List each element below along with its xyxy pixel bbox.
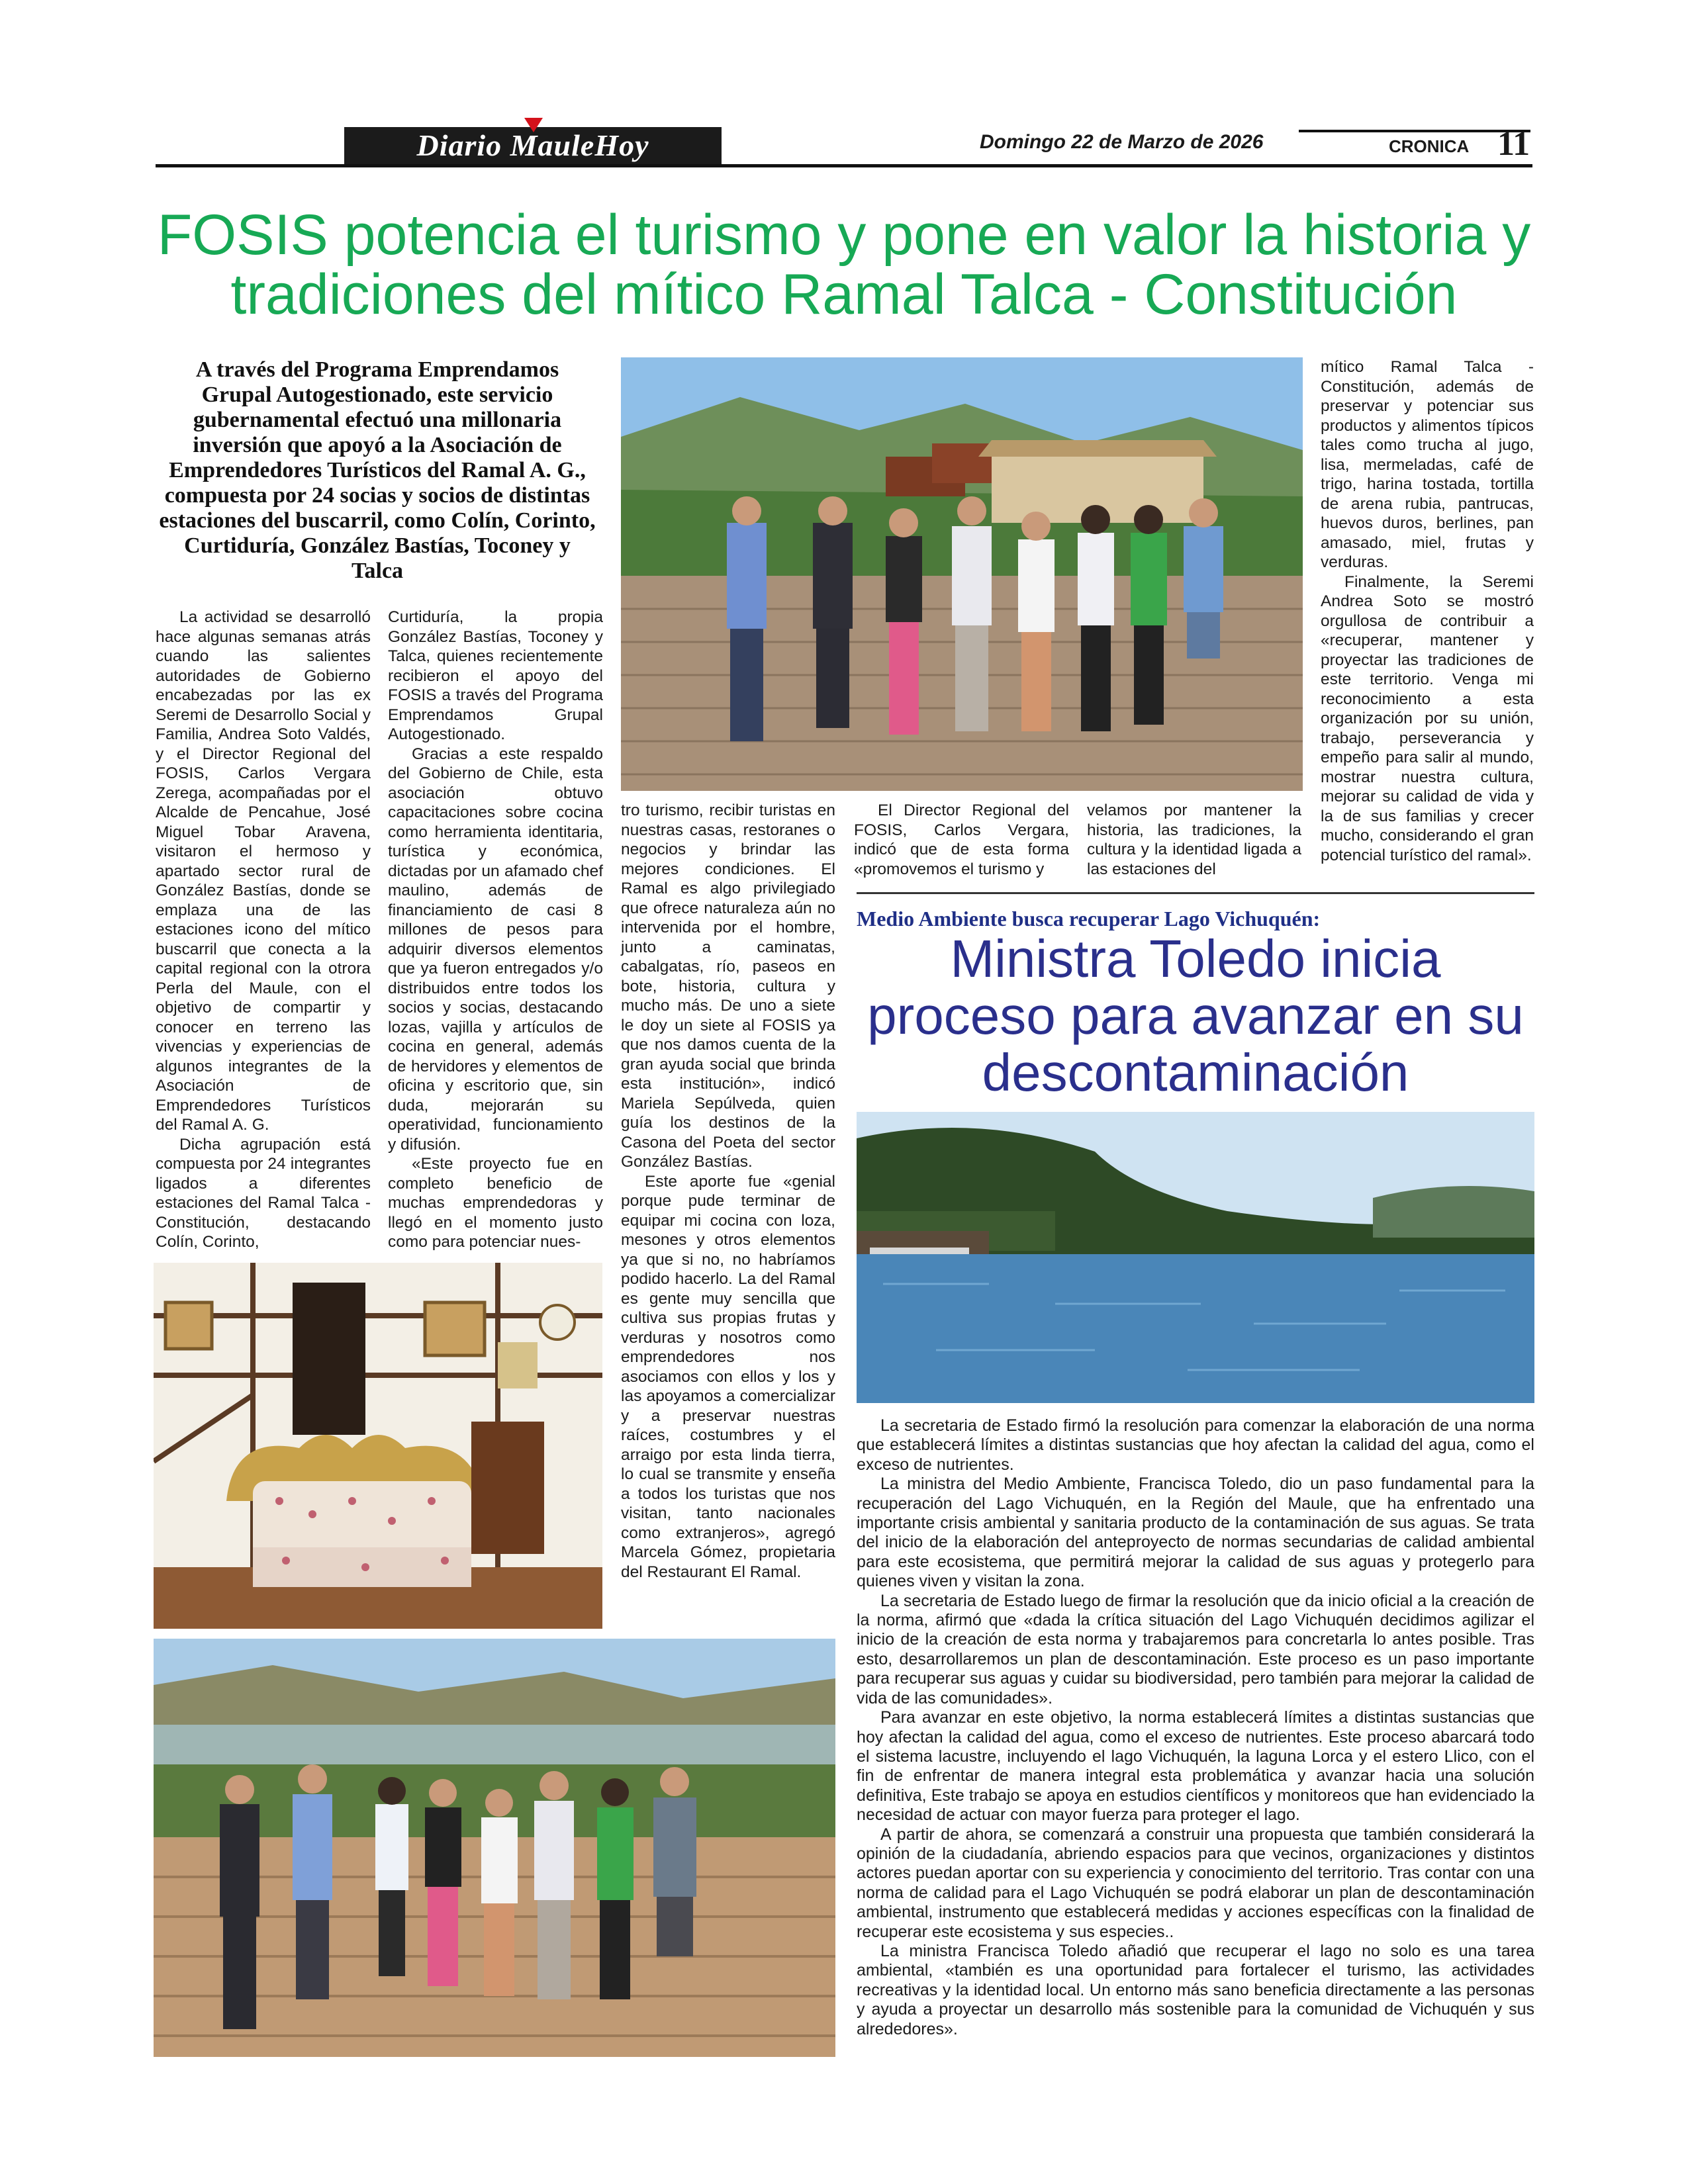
paragraph: mítico Ramal Talca - Constitución, además de preservar y potenciar sus productos y alimentos típicos tales como trucha al jugo, lisa, mermeladas, café de trigo, harina tostada, tortilla de arena rubia, pantrucas, huevos duros, berlines, pan amasado, miel, frutas y verduras. xyxy=(1321,358,1534,571)
paragraph: Dicha agrupación está compuesta por 24 integrantes ligados a diferentes estaciones del Ramal Talca - Constitución, destacando Colín, Corinto, xyxy=(156,1135,371,1251)
article1-column-2 xyxy=(388,608,603,1252)
article2-headline: Ministra Toledo inicia proceso para avanzar en su descontaminación xyxy=(867,929,1524,1102)
logo-text: Diario MauleHoy xyxy=(416,128,649,162)
paragraph: Este aporte fue «genial porque pude terminar de equipar mi cocina con loza, mesones y otros elementos ya que si no, no habríamos podido hacerlo. La del Ramal es gente muy sencilla que cultiva sus propias frutas y verduras y nosotros como emprendedores nos asociamos con ellos y los y las apoyamos a comercializar y a preservar nuestras raíces, costumbres y el arraigo por esta linda tierra, lo cual se transmite y enseña a todos los turistas que nos visitan, tanto nacionales como extranjeros», agregó Marcela Gómez, propietaria del Restaurant El Ramal. xyxy=(621,1172,835,1581)
header-rule-right xyxy=(1299,130,1530,132)
photo-lago-vichuquen xyxy=(857,1112,1534,1403)
paragraph: La ministra del Medio Ambiente, Francisca Toledo, dio un paso fundamental para la recuperación del Lago Vichuquén, en la Región del Maule, que ha enfrentado una importante crisis ambiental y sanitaria producto de la contaminación de sus aguas. Se trata del inicio de la elaboración del anteproyecto de normas secundarias de calidad ambiental para este ecosistema, que permitirá mejorar la calidad de sus aguas y protegerlo para quienes viven y visitan la zona. xyxy=(857,1475,1534,1591)
paragraph: Finalmente, la Seremi Andrea Soto se mostró orgullosa de contribuir a «recuperar, mantener y proyectar las tradiciones de este territorio. Venga mi reconocimiento a esta organización por su unión, trabajo, perseverancia y empeño para salir al mundo, mostrar nuestra cultura, mejorar su calidad de vida y la de sus familias y crecer mucho, considerando el gran potencial turístico del ramal». xyxy=(1321,572,1534,864)
article1-column-1 xyxy=(156,608,371,1252)
paragraph: tro turismo, recibir turistas en nuestras casas, restoranes o negocios y brindar las mejores condiciones. El Ramal es algo privilegiado que ofrece naturaleza aún no intervenida por el hombre, junto a caminatas, cabalgatas, río, paseos en bote, historia, cultura y mucho más. De uno a siete le doy un siete al FOSIS ya que nos damos cuenta de la gran ayuda social que brinda esta institución», indicó Mariela Sepúlveda, quien guía los destinos de la Casona del Poeta del sector González Bastías. xyxy=(621,801,835,1171)
header-rule xyxy=(156,164,1532,167)
photo-group-station xyxy=(621,357,1303,791)
logo-accent-icon xyxy=(524,118,543,132)
article-divider xyxy=(857,892,1534,894)
paragraph: La secretaria de Estado luego de firmar la resolución que da inicio oficial a la creación de la norma, afirmó que «dada la crítica situación del Lago Vichuquén decidimos agilizar el inicio de la creación de esta norma y trabajaremos para concretarla lo antes posible. Tras esto, desarrollaremos un plan de descontaminación. Este proceso es un paso importante para recuperar sus aguas y cuidar su biodiversidad, pero también para mejorar la calidad de vida de las comunidades». xyxy=(857,1591,1534,1707)
paragraph: Para avanzar en este objetivo, la norma establecerá límites a distintas sustancias que hoy afectan la calidad del agua, como el exceso de nutrientes. Este proceso abarcará todo el sistema lacustre, incluyendo el lago Vichuquén, la laguna Lorca y el estero Llico, con el fin de enfrentar de manera integral esta problemática y avanzar hacia una solución definitiva, Este trabajo se apoya en estudios científicos y monitoreos que han evidenciado la necesidad de actuar con mayor fuerza para proteger el lago. xyxy=(857,1708,1534,1825)
page-number: 11 xyxy=(1497,125,1530,163)
article1-column-3 xyxy=(621,801,835,1582)
paragraph: La secretaria de Estado firmó la resolución para comenzar la elaboración de una norma que establecerá límites a distintas sustancias que hoy afectan la calidad del agua, como el exceso de nutrientes. xyxy=(857,1416,1534,1474)
paragraph: A partir de ahora, se comenzará a construir una propuesta que también considerará la opinión de la ciudadanía, abriendo espacios para que vecinos, organizaciones y distintos actores puedan aportar con su experiencia y conocimiento del territorio. Tras contar con una norma de calidad para el Lago Vichuquén se podrá elaborar un plan de descontaminación ambiental, instrumento que establecerá medidas y acciones específicas con la finalidad de recuperar este ecosistema y sus especies.. xyxy=(857,1825,1534,1941)
article1-column-5 xyxy=(1087,801,1301,879)
paragraph: La ministra Francisca Toledo añadió que recuperar el lago no solo es una tarea ambiental, «también es una oportunidad para fortalecer el turismo, las actividades recreativas y la identidad local. Un entorno más sano beneficia directamente a las personas y ayuda a proyectar un desarrollo más sostenible para la comunidad de Vichuquén y sus alrededores». xyxy=(857,1941,1534,2038)
paragraph: Gracias a este respaldo del Gobierno de Chile, esta asociación obtuvo capacitaciones sobre cocina como herramienta identitaria, turística y económica, dictadas por un afamado chef maulino, además de financiamiento de casi 8 millones de pesos para adquirir diversos elementos que ya fueron entregados y/o distribuidos entre todos los socios y socias, destacando lozas, vajilla y artículos de cocina en general, además de hervidores y elementos de oficina y escritorio que, sin duda, mejorarán su operatividad, funcionamiento y difusión. xyxy=(388,745,603,1154)
paragraph: La actividad se desarrolló hace algunas semanas atrás cuando las salientes autoridades de Gobierno encabezadas por las ex Seremi de Desarrollo Social y Familia, Andrea Soto Valdés, y el Director Regional del FOSIS, Carlos Vergara Zerega, acompañadas por el Alcalde de Pencahue, José Miguel Tobar Aravena, visitaron el hermoso y apartado sector rural de González Bastías, donde se emplaza una de las estaciones icono del mítico buscarril que conecta a la capital regional con la otrora Perla del Maule, con el objetivo de compartir y conocer en terreno las vivencias y experiencias de algunos integrantes de la Asociación de Emprendedores Turísticos del Ramal A. G. xyxy=(156,608,371,1134)
article1-lead: A través del Programa Emprendamos Grupal Autogestionado, este servicio gubernamental efectuó una millonaria inversión que apoyó a la Asociación de Emprendedores Turísticos del Ramal A. G., compuesta por 24 socias y socios de distintas estaciones del buscarril, como Colín, Corinto, Curtiduría, González Bastías, Toconey y Talca xyxy=(159,357,596,583)
paragraph: velamos por mantener la historia, las tradiciones, la cultura y la identidad ligada a las estaciones del xyxy=(1087,801,1301,878)
article1-column-4 xyxy=(854,801,1069,879)
photo-casona-interior xyxy=(154,1263,602,1629)
photo-group-deck xyxy=(154,1639,835,2057)
section-label: CRONICA xyxy=(1389,136,1470,156)
article2-kicker: Medio Ambiente busca recuperar Lago Vichuquén: xyxy=(857,907,1321,931)
article1-headline: FOSIS potencia el turismo y pone en valor la historia y tradiciones del mítico Ramal Talca - Constitución xyxy=(157,203,1531,326)
newspaper-logo xyxy=(344,127,722,164)
issue-date: Domingo 22 de Marzo de 2026 xyxy=(980,131,1264,153)
article1-column-6 xyxy=(1321,357,1534,865)
paragraph: «Este proyecto fue en completo beneficio de muchas emprendedoras y llegó en el momento justo como para potenciar nues- xyxy=(388,1155,603,1251)
article2-body xyxy=(857,1416,1534,2039)
paragraph: El Director Regional del FOSIS, Carlos Vergara, indicó que de esta forma «promovemos el turismo y xyxy=(854,801,1069,878)
paragraph: Curtiduría, la propia González Bastías, Toconey y Talca, quienes recientemente recibieron el apoyo del FOSIS a través del Programa Emprendamos Grupal Autogestionado. xyxy=(388,608,603,743)
